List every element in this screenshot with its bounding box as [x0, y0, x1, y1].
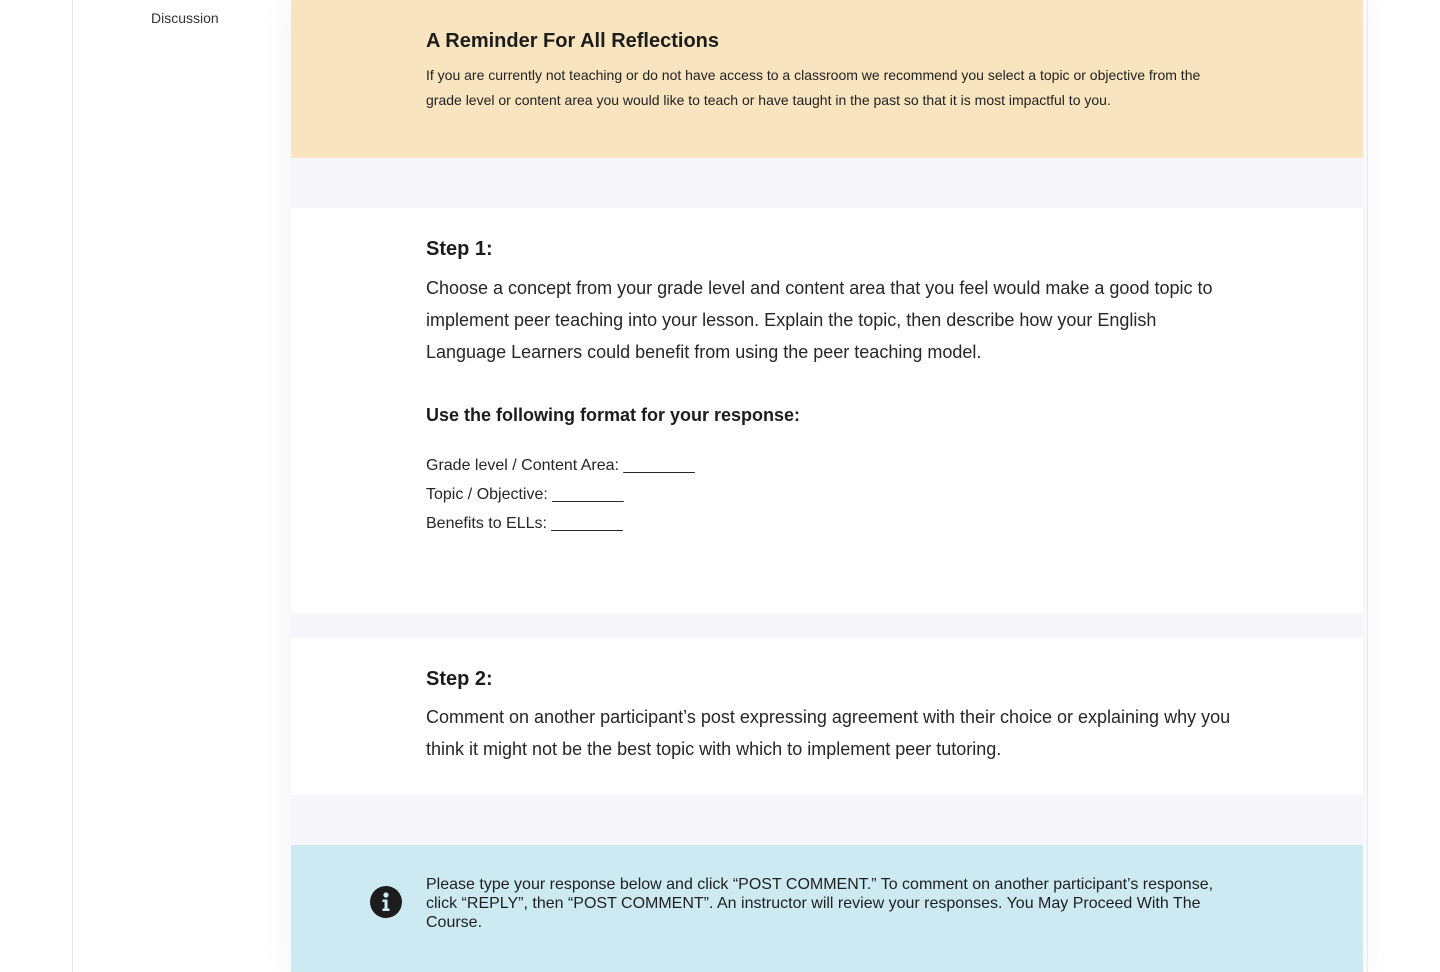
- sidebar-item-discussion[interactable]: Discussion: [151, 10, 219, 26]
- step-1-body: Choose a concept from your grade level and content area that you feel would make a good topic to implement peer teaching into your lesson. Explain the topic, then describe how your English Language Learners could benefit from using the peer teaching model.: [426, 278, 1213, 362]
- format-heading: Use the following format for your response:: [426, 405, 801, 425]
- reminder-body: If you are currently not teaching or do not have access to a classroom we recommend you select a topic or objective from the grade level or content area you would like to teach or have taught in the past so that it is most impactful to you.: [426, 67, 1201, 108]
- step-1-section: [291, 208, 1363, 613]
- step-2-title: Step 2:: [426, 668, 493, 690]
- content-divider: [1367, 0, 1368, 972]
- step-2-section: [291, 638, 1363, 795]
- info-icon: [370, 886, 402, 918]
- sidebar-divider: [72, 0, 73, 972]
- format-line-grade-level: Grade level / Content Area: ________: [426, 457, 695, 474]
- format-list: [426, 451, 695, 538]
- step-2-body: Comment on another participant’s post expressing agreement with their choice or explaining why you think it might not be the best topic with which to implement peer tutoring.: [426, 707, 1231, 759]
- reminder-callout: [291, 0, 1363, 158]
- instruction-note-text: Please type your response below and click “POST COMMENT.” To comment on another participant’s response, click “REPLY”, then “POST COMMENT”. An instructor will review your responses. You May Proceed With The Course.: [426, 876, 1214, 931]
- format-line-benefits: Benefits to ELLs: ________: [426, 515, 623, 532]
- reminder-title: A Reminder For All Reflections: [426, 30, 720, 52]
- step-1-title: Step 1:: [426, 238, 493, 260]
- instruction-note: [291, 845, 1363, 972]
- format-line-topic: Topic / Objective: ________: [426, 486, 624, 503]
- lesson-content: [291, 0, 1363, 972]
